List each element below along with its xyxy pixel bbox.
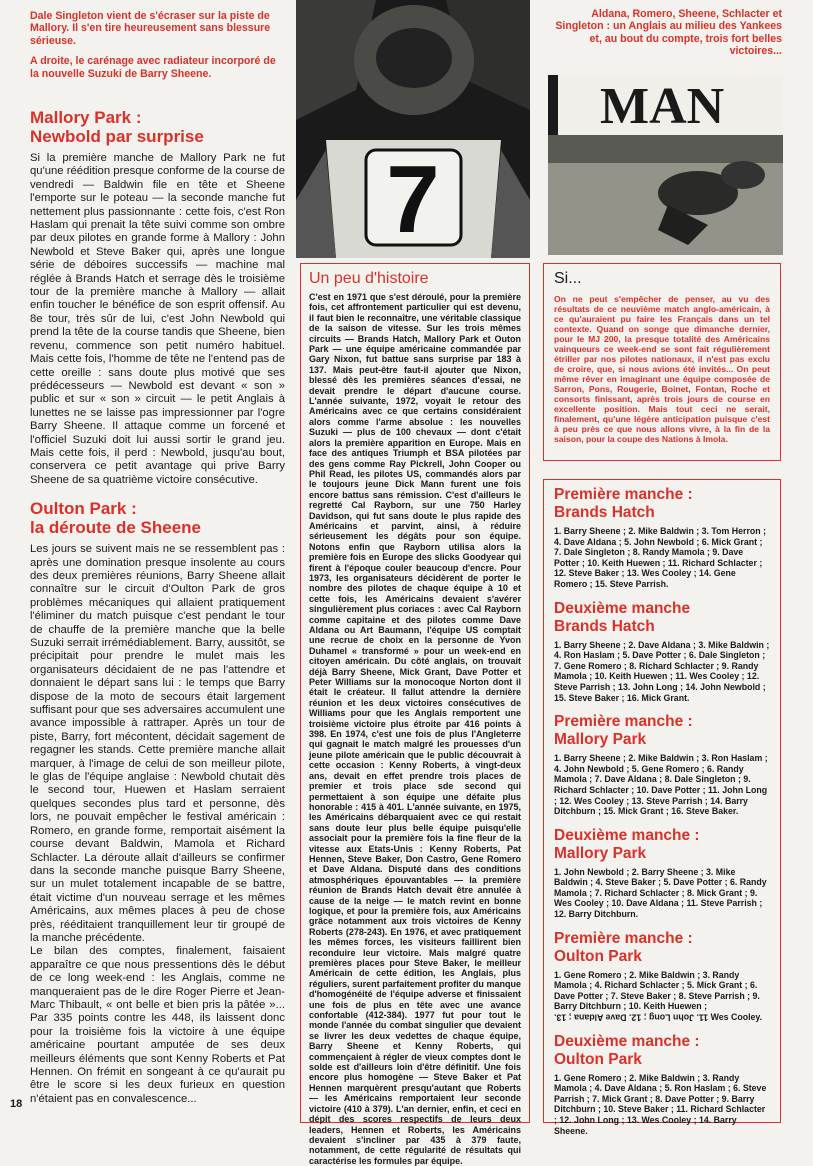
result-heading-line2: Mallory Park <box>554 844 647 862</box>
si-box <box>543 263 781 461</box>
result-heading <box>554 600 770 636</box>
photo-crash <box>548 75 783 255</box>
result-heading <box>554 1033 770 1069</box>
result-oulton-1 <box>554 930 770 1023</box>
result-heading <box>554 713 770 749</box>
result-list-part: 1. Gene Romero ; 2. Mike Baldwin ; 3. Randy Mamola ; 4. Richard Schlacter ; 5. Mick Grant ; 6. Dave Potter ; 7. Steve Baker ; 8. Steve Parrish ; 9. Barry Ditchburn ; 10. Keith Huewen ; <box>554 969 760 1012</box>
result-list: 1. John Newbold ; 2. Barry Sheene ; 3. Mike Baldwin ; 4. Steve Baker ; 5. Dave Potter ; 6. Randy Mamola ; 7. Richard Schlacter ; 8. Mick Grant ; 9. Wes Cooley ; 10. Dave Aldana ; 11. Steve Parrish ; 12. Barry Ditchburn. <box>554 866 767 920</box>
heading-oulton-line2: la déroute de Sheene <box>30 518 201 538</box>
result-heading <box>554 486 770 522</box>
result-mallory-1 <box>554 713 770 817</box>
result-list: 1. Gene Romero ; 2. Mike Baldwin ; 3. Randy Mamola ; 4. Dave Aldana ; 5. Ron Haslam ; 6. Steve Parrish ; 7. Mick Grant ; 8. Dave Potter ; 9. Barry Ditchburn ; 10. Steve Baker ; 11. Richard Schlacter ; 12. John Long ; 13. Wes Cooley ; 14. Barry Sheene. <box>554 1072 767 1136</box>
caption-crash: Dale Singleton vient de s'écraser sur la piste de Mallory. Il s'en tire heureusement sans blessure sérieuse. <box>30 10 271 47</box>
result-heading-line1: Première manche : <box>554 929 693 947</box>
result-heading <box>554 930 770 966</box>
si-text: On ne peut s'empêcher de penser, au vu des résultats de ce neuvième match anglo-américain, à ce qu'auraient pu faire les Français dans un tel contexte. Quand on songe que dimanche dernier, pour le MJ 200, la presque totalité des Américains vainqueurs ce week-end se sont fait régulièrement étriller par nos pilotes nationaux, il n'est pas exclu de croire, que, si nous avions été invités... On peut même rêver en imaginant une équipe composée de Sarron, Pons, Rougerie, Boinet, Fontan, Roche et consorts finissant, après trois jours de course en excellente position. Mais tout ceci ne serait, finalement, qu'une légère anticipation puisque c'est à peu près ce que nous allons vivre, à la fin de la saison, pour la coupe des Nations à Imola. <box>554 294 770 444</box>
text-mallory: Si la première manche de Mallory Park ne fut qu'une réédition presque conforme de la course de vendredi — Baldwin file en tête et Sheene l'emporte sur le poteau — la seconde manche fut nettement plus passionnante : cette fois, c'est Ron Haslam qui prenait la tête suivi comme son ombre par deux pilotes en grande forme à Mallory : John Newbold et Steve Baker qui, après une longue série de déboires successifs — machine mal réglée à Brands Hatch et serrage dès le troisième tour de la première manche à Mallory — allait enfin toucher le bénéfice de son esprit offensif. Au 8e tour, très sûr de lui, c'est John Newbold qui prend la tête de la course tandis que Sheene, bien revenu, commence son petit numéro habituel. Mais cette fois, l'homme de tête ne l'entend pas de cette oreille : sans doute plus motivé que ses prédécesseurs — Newbold est devant « son » public et sur « son » circuit — le petit Anglais à lunettes ne se laisse pas impressionner par l'ogre Barry Sheene. Il attaque comme un forcené et l'officiel Suzuki doit lui aussi sortir le grand jeu. Mais cette fois, il perd : Newbold, jusqu'au bout, conservera ce petit avantage qui prive Barry Sheene de sa quatrième victoire consécutive. <box>30 152 285 486</box>
result-heading-line2: Mallory Park <box>554 731 647 749</box>
motorcycle-photo <box>296 0 530 258</box>
crash-photo <box>548 75 783 255</box>
result-heading-line2: Oulton Park <box>554 1050 642 1068</box>
result-heading-line1: Deuxième manche <box>554 599 691 617</box>
heading-mallory-line1: Mallory Park : <box>30 108 142 127</box>
heading-mallory-line2: Newbold par surprise <box>30 127 204 146</box>
result-list: 1. Barry Sheene ; 2. Mike Baldwin ; 3. Tom Herron ; 4. Dave Aldana ; 5. John Newbold ; 6. Mick Grant ; 7. Dale Singleton ; 8. Randy Mamola ; 9. Dave Potter ; 10. Keith Huewen ; 11. Richard Schlacter ; 12. Steve Baker ; 13. Wes Cooley ; 14. Gene Romero ; 15. Steve Parrish. <box>554 526 766 589</box>
result-list-part: Wes Cooley. <box>710 1012 763 1023</box>
result-mallory-2 <box>554 827 770 920</box>
heading-oulton <box>30 499 285 537</box>
result-list: 1. Barry Sheene ; 2. Mike Baldwin ; 3. Ron Haslam ; 4. John Newbold ; 5. Gene Romero ; 6. Randy Mamola ; 7. Dave Aldana ; 8. Dale Singleton ; 9. Richard Schlacter ; 10. Dave Potter ; 11. John Long ; 12. Wes Cooley ; 13. Steve Parrish ; 14. Barry Ditchburn ; 15. Mick Grant ; 16. Steve Baker. <box>554 753 768 817</box>
heading-mallory <box>30 108 285 146</box>
result-list <box>554 970 770 1023</box>
result-heading-line1: Deuxième manche : <box>554 1032 700 1050</box>
caption-fairing: A droite, le carénage avec radiateur incorporé de la nouvelle Suzuki de Barry Sheene. <box>30 55 276 80</box>
result-heading-line2: Brands Hatch <box>554 504 655 521</box>
result-heading-line2: Oulton Park <box>554 947 642 965</box>
caption-right: Aldana, Romero, Sheene, Schlacter et Singleton : un Anglais au milieu des Yankees et, au bout du compte, trois fort belles victoires... <box>555 8 782 58</box>
result-brands-2 <box>554 600 770 704</box>
page-number: 18 <box>10 1098 23 1110</box>
heading-oulton-line1: Oulton Park : <box>30 499 137 519</box>
history-text: C'est en 1971 que s'est déroulé, pour la première fois, cet affrontement particulier qui est devenu, il faut bien le reconnaître, une véritable classique de la saison de vitesse. Sur les trois mêmes circuits — Brands Hatch, Mallory Park et Outon Park — une équipe américaine commandée par Gary Nixon, fut battue sans surprise par 183 à 137. Mais peut-être faut-il ajouter que Nixon, blessé dès les premières séances d'essai, ne devait prendre le départ d'aucune course. L'année suivante, 1972, voyait le retour des Américains avec ce que certains considéraient alors comme l'arme absolue : les nouvelles Suzuki — plus de 100 chevaux — dont c'était alors la première apparition en Europe. Mais en face des antiques Triumph et BSA pilotées par des gens comme Ray Pickrell, John Cooper ou Phil Read, les pilotes US, commandés alors par le toujours jeune Dick Mann furent une fois encore battus sans rémission. C'est d'ailleurs le regretté Cal Rayborn, sur une 750 Harley Davidson, qui fut sans doute le plus rapide des Américains et parvint, ainsi, à réduire sérieusement les dégâts pour son équipe. Notons enfin que Rayborn utilisa alors la première fois en Europe des slicks Goodyear qui firent à l'époque couler beaucoup d'encre. Pour 1973, les organisateurs décidèrent de porter le nombre des pilotes de chaque équipe à 10 et cette fois, les Américains devaient s'avérer singulièrement plus coriaces : avec Cal Rayborn comme capitaine et des pilotes comme Dave Aldana ou Art Baumann, l'équipe US comptait une recrue de choix en la personne de Yvon Duhamel « transformé » pour un week-end en citoyen américain. Du côté anglais, on trouvait déjà Barry Sheene, Mick Grant, Dave Potter et Peter Williams sur la monocoque Norton dont il était le créateur. Il fallut attendre la dernière réunion et les deux victoires consécutives de Williams pour que les Anglais remportent une troisième victoire plus étroite par 416 points à 398. En 1974, c'est une fois de plus l'Angleterre qui gagnait le match malgré les prouesses d'un jeune pilote américain que le public découvrait à cette occasion : Kenny Roberts, à vingt-deux ans, devait en effet prendre trois places de premier et trois place sde second qui permettaient à son équipe une défaite plus honorable : 415 à 401. L'année suivante, en 1975, les Américains débarquaient avec ce qui restait sans doute leur plus belle équipe puisqu'elle associait pour la première fois la fine fleur de la vitesse aux Etats-Unis : Kenny Roberts, Pat Hennen, Steve Baker, Don Castro, Gene Romero et Dave Aldana. Disputé dans des conditions atmosphériques épouvantables — la première réunion de Brands Hatch devait être annulée à cause de la neige — le match revint en bonne logique, et pour la première fois, aux Américains grâce notamment aux trois victoires de Kenny Roberts (278-243). En 1976, et avec pratiquement les mêmes forces, les visiteurs faillirent bien reconduire leur victoire. Mais malgré quatre premières places pour Steve Baker, le meilleur Américain de cette édition, les Anglais, plus réguliers, surent parfaitement profiter du manque d'homogénéité de l'équipe adverse et finissaient une fois de plus en tête avec une avance confortable (412-384). 1977 fut pour tout le monde l'année du combat singulier que devaient se livrer les deux vedettes de chaque équipe, Barry Sheene et Kenny Roberts, qui commençaient à régler de vieux comptes dont le solde est d'ailleurs loin d'être définitif. Une fois encore plus homogène — Steve Baker et Pat Hennen marquèrent presqu'autant que Roberts — les Américains remportaient leur seconde victoire (410 à 379). L'an dernier, enfin, et ceci en dépit des scores respectifs de leurs deux leaders, Hennen et Roberts, les Américains devaient s'incliner par 435 à 379 faute, notamment, de cette régularité de résultats qui caractérise les formules par équipe. <box>309 292 521 1166</box>
result-list-flipped: 11. John Long ; 12. Dave Aldana ; 13. <box>554 1012 709 1023</box>
history-box <box>300 263 530 1166</box>
number-plate: 7 <box>386 146 440 253</box>
result-list: 1. Barry Sheene ; 2. Dave Aldana ; 3. Mike Baldwin ; 4. Ron Haslam ; 5. Dave Potter ; 6. Dale Singleton ; 7. Gene Romero ; 8. Richard Schlacter ; 9. Randy Mamola ; 10. Keith Huewen ; 11. Wes Cooley ; 12. Steve Parrish ; 13. John Long ; 14. John Newbold ; 15. Steve Baker ; 16. Mick Grant. <box>554 639 770 703</box>
result-brands-1 <box>554 486 770 590</box>
result-heading-line1: Deuxième manche : <box>554 826 700 844</box>
result-heading <box>554 827 770 863</box>
photo-captions-left <box>30 10 285 88</box>
result-heading-line1: Première manche : <box>554 713 693 731</box>
history-title: Un peu d'histoire <box>309 270 429 287</box>
article-left-column <box>30 108 285 1118</box>
photo-suzuki-fairing <box>296 0 530 258</box>
billboard-text: MAN <box>600 78 725 135</box>
result-heading-line2: Brands Hatch <box>554 617 655 635</box>
result-heading-line1: Première manche : <box>554 486 693 503</box>
text-oulton-1: Les jours se suivent mais ne se ressemblent pas : après une domination presque insolente au cours des deux premières réunions, Barry Sheene allait connaître sur le circuit d'Oulton Park de gros problèmes mécaniques qui allaient pratiquement l'éliminer du match puisque c'est pendant le tour de chauffe de la première manche que la belle Suzuki serrait irrémédiablement. Barry, aussitôt, se précipitait pour prendre le mulet mais les organisateurs décidaient de ne pas l'attendre et donnaient le départ sans lui : le temps que Barry dispose de la moto de secours était largement suffisant pour que ses adversaires accumulent une avance impossible à rattraper. Après un tour de piste, Barry, fort mécontent, décidait sagement de regagner les stands. Cette première manche allait marquer, à l'image de celui de son meilleur pilote, le glas de l'équipe anglaise : Newbold chutait dès le second tour, Huewen et Haslam serraient quelques secondes plus tard et personne, dès lors, ne pouvait empêcher le festival américain : Romero, en grande forme, remportait aisément la course devant Baldwin, Mamola et Richard Schlacter. La déroute allait d'ailleurs se confirmer dans la seconde manche puisque Barry Sheene, sur un mulet totalement incapable de se battre, était victime d'un nouveau serrage et les mêmes Américains, aux mêmes places à peu de chose près, rééditaient tranquillement leur tir groupé de la manche précédente. <box>30 543 285 944</box>
si-title: Si... <box>554 270 582 287</box>
text-oulton-2: Le bilan des comptes, finalement, faisaient apparaître ce que nous pressentions dès le début de ce long week-end : les Anglais, comme ne manqueraient pas de le dire Roger Pierre et Jean-Marc Thibault, « ont belle et bien pris la pâtée »... Par 335 points contre les 448, ils laissent donc pour la troisième fois la victoire à une équipe américaine pourtant amputée de ses deux meilleurs éléments que sont Kenny Roberts et Pat Hennen. On frémit en songeant à ce qu'aurait pu être le score si les deux furieux en question n'étaient pas en convalescence... <box>30 945 285 1105</box>
result-oulton-2 <box>554 1033 770 1137</box>
results-box <box>543 479 781 1136</box>
